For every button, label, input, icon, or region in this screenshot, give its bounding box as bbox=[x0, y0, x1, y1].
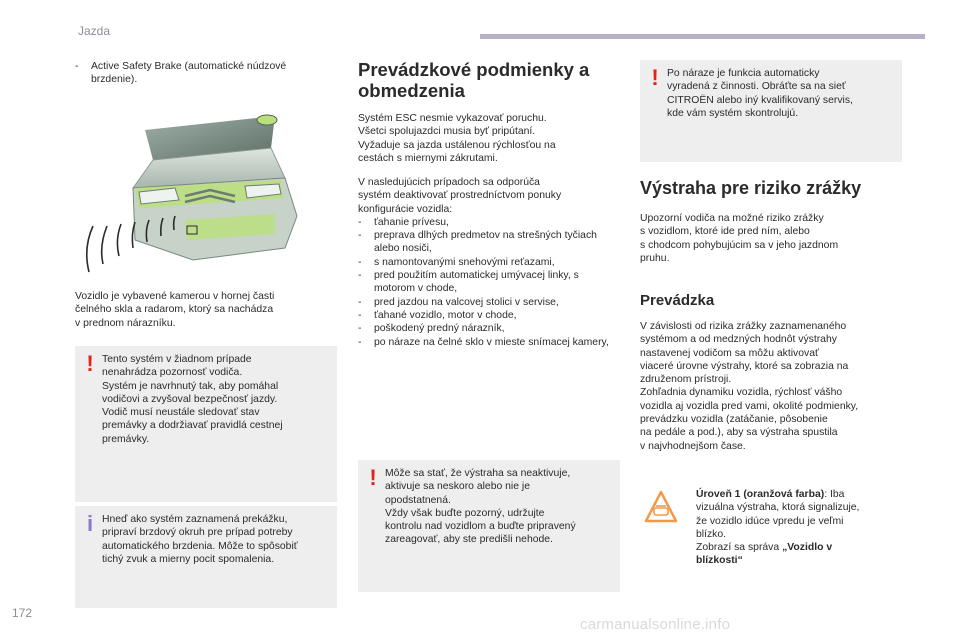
list-item: - ťahanie prívesu, bbox=[358, 216, 620, 229]
van-illustration bbox=[75, 108, 315, 280]
watermark: carmanualsonline.info bbox=[580, 616, 731, 633]
list-item: - poškodený predný nárazník, bbox=[358, 322, 620, 335]
info-box-brake-circuit: i Hneď ako systém zaznamená prekážku, pripraví brzdový okruh pre prípad potreby automatického brzdenia. Môže to spôsobiť tichý zvuk a mierny pocit spomalenia. bbox=[75, 506, 337, 608]
list-item: - pred jazdou na valcovej stolici v servise, bbox=[358, 296, 620, 309]
warning-icon: ! bbox=[86, 351, 94, 376]
heading-operating-conditions: Prevádzkové podmienky a obmedzenia bbox=[358, 59, 590, 101]
warning-box-no-activation: ! Môže sa stať, že výstraha sa neaktivuje, aktivuje sa neskoro alebo nie je opodstatnená. Vždy však buďte pozorný, udržujte kontrolu nad vozidlom a buďte pripravený zareagovať, aby ste predišli nehode. bbox=[358, 460, 620, 592]
list-item: - Active Safety Brake (automatické núdzové brzdenie). bbox=[75, 60, 325, 87]
deactivation-list bbox=[358, 216, 620, 349]
aeb-list bbox=[75, 60, 337, 87]
collision-alert-level1-icon bbox=[644, 490, 678, 524]
section-label: Jazda bbox=[78, 24, 111, 38]
info-icon: i bbox=[86, 511, 94, 536]
front-camera-radar-illustration bbox=[75, 108, 315, 280]
list-item: - ťahané vozidlo, motor v chode, bbox=[358, 309, 620, 322]
deactivation-section: V nasledujúcich prípadoch sa odporúča systém deaktivovať prostredníctvom ponuky konfigurácie vozidla: - ťahanie prívesu, - preprava dlhých predmetov na strešných tyčiach alebo nosiči, - s namontovanými snehovými reťazami, - pred použitím automatickej umývacej linky, s motorom v chode, - pred jazdou na valcovej stolici v servise, - ťahané vozidlo, motor v chode, - poškodený predný nárazník, - po náraze na čelné sklo v mieste snímacej kamery, bbox=[358, 176, 620, 349]
level1-description: Úroveň 1 (oranžová farba): Iba vizuálna výstraha, ktorá signalizuje, že vozidlo idúce vpredu je veľmi blízko. Zobrazí sa správa „Vozidlo v blízkosti“ bbox=[696, 489, 860, 567]
warning-icon: ! bbox=[651, 65, 659, 90]
heading-operation: Prevádzka bbox=[640, 292, 715, 309]
collision-warning-intro: Upozorní vodiča na možné riziko zrážky s vozidlom, ktoré ide pred ním, alebo s chodcom pohybujúcim sa v jeho jazdnom pruhu. bbox=[640, 213, 839, 264]
heading-collision-warning: Výstraha pre riziko zrážky bbox=[640, 178, 862, 198]
warning-box-driver-attention: ! Tento systém v žiadnom prípade nenahrádza pozornosť vodiča. Systém je navrhnutý tak, aby pomáhal vodičovi a zvyšoval bezpečnosť jazdy. Vodič musí neustále sledovať stav premávky a dodržiavať pravidlá cestnej premávky. bbox=[75, 346, 337, 502]
warning-icon: ! bbox=[369, 465, 377, 490]
operating-conditions-intro: Systém ESC nesmie vykazovať poruchu. Všetci spolujazdci musia byť pripútaní. Vyžaduje sa jazda ustálenou rýchlosťou na cestách s miernymi zákrutami. bbox=[358, 113, 556, 164]
camera-description: Vozidlo je vybavené kamerou v hornej časti čelného skla a radarom, ktorý sa nachádza v prednom nárazníku. bbox=[75, 291, 275, 329]
warning-box-after-impact: ! Po náraze je funkcia automaticky vyradená z činnosti. Obráťte sa na sieť CITROËN alebo iný kvalifikovaný servis, kde vám systém skontrolujú. bbox=[640, 60, 902, 162]
column-1 bbox=[75, 60, 337, 87]
header-bar bbox=[480, 34, 925, 39]
list-item: - pred použitím automatickej umývacej linky, s motorom v chode, bbox=[358, 269, 620, 296]
list-item: - s namontovanými snehovými reťazami, bbox=[358, 256, 620, 269]
page-number: 172 bbox=[12, 606, 33, 620]
list-item: - po náraze na čelné sklo v mieste snímacej kamery, bbox=[358, 336, 620, 349]
operation-text: V závislosti od rizika zrážky zaznamenaného systémom a od medzných hodnôt výstrahy nastavenej vodičom sa môžu aktivovať viaceré úrovne výstrahy, ktoré sa zobrazia na združenom prístroji. Zohľadnia dynamiku vozidla, rýchlosť vášho vozidla aj vozidla pred vami, okolité podmienky, prevádzku vozidla (zatáčanie, pôsobenie na pedále a pod.), aby sa výstraha spustila v najvhodnejšom čase. bbox=[640, 321, 859, 452]
list-item: - preprava dlhých predmetov na strešných tyčiach alebo nosiči, bbox=[358, 229, 620, 256]
